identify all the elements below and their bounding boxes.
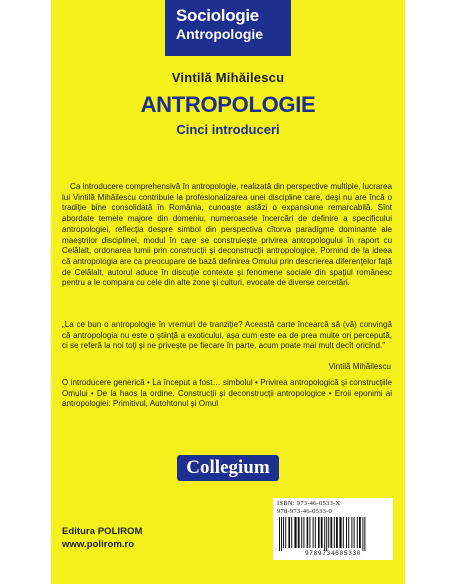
barcode-bar <box>326 517 327 551</box>
barcode-bar <box>343 517 344 548</box>
book-title: ANTROPOLOGIE <box>140 92 316 117</box>
barcode-bar <box>351 517 352 548</box>
barcode-bar <box>318 517 320 548</box>
quote-attribution: Vintilă Mihăilescu <box>328 362 391 371</box>
series-label-box <box>165 0 291 56</box>
barcode-icon <box>277 517 389 551</box>
barcode-bar <box>303 517 304 548</box>
barcode-bar <box>279 517 280 551</box>
barcode-bar <box>336 517 338 548</box>
barcode-bar <box>288 517 290 548</box>
collegium-logo: Collegium <box>177 455 279 481</box>
isbn-barcode-box <box>273 498 393 560</box>
series-line-2: Antropologie <box>176 26 264 42</box>
isbn-13: 978-973-46-0533-0 <box>277 508 333 515</box>
barcode-bar <box>298 517 300 548</box>
barcode-bar <box>294 517 296 548</box>
description-paragraph: Ca introducere comprehensivă în antropologie, realizată din perspective multiple, lucrarea lui Vintilă Mihăilescu contribuie la profesionalizarea unei discipline care, deşi nu are încă o tradiţie bine consolidată în România, cunoaşte astăzi o expansiune remarcabilă. Sînt abordate temele majore din domeniu, numeroasele încercări de definire a specificului antropologiei, reflecţia despre simbol din perspectiva cîtorva paradigme dominante ale maeştrilor disciplinei, modul în care se construieşte privirea antropologului în raport cu Celălalt, ordonarea lumii prin construcţii şi deconstrucţii antropologice. Pornind de la ideea că antropologia are ca preocupare de bază definirea Omului prin descrierea diferenţelor faţă de Celălalt, autorul aduce în discuţie contexte şi fenomene sociale din spaţiul românesc pentru a le compara cu cele din alte zone şi culturi, evocate de diverse cercetări. <box>62 182 392 288</box>
publisher-name: Editura POLIROM <box>62 526 143 537</box>
barcode-bar <box>281 517 282 551</box>
series-line-1: Sociologie <box>176 6 259 25</box>
book-subtitle: Cinci introduceri <box>176 122 280 137</box>
publisher-website: www.polirom.ro <box>62 539 135 550</box>
barcode-bar <box>285 517 286 548</box>
barcode-bar <box>283 517 284 548</box>
barcode-bar <box>324 517 325 551</box>
barcode-bar <box>359 517 361 548</box>
barcode-bar <box>309 517 310 548</box>
quote-paragraph: „La ce bun o antropologie în vremuri de tranziţie? Această carte încearcă să (vă) convingă că antropologia nu este o ştiinţă a exoticului, aşa cum este ea de prea multe ori percepută, ci se referă la noi toţi şi ne priveşte pe fiecare în parte, acum poate mai mult decît oricînd.” <box>62 320 392 351</box>
barcode-number: 9789734605330 <box>304 550 362 557</box>
barcode-bar <box>357 517 358 548</box>
barcode-bar <box>354 517 355 548</box>
barcode-bar <box>291 517 292 548</box>
barcode-bar <box>315 517 316 548</box>
isbn-10: ISBN: 973-46-0533-X <box>277 500 341 507</box>
barcode-bar <box>321 517 323 548</box>
author-name: Vintilă Mihăilescu <box>171 70 285 85</box>
barcode-bar <box>364 517 365 551</box>
barcode-bar <box>346 517 347 548</box>
barcode-bar <box>307 517 309 548</box>
table-of-contents: O introducere generică • La început a fost… simbolul • Privirea antropologică şi construcţiile Omului • De la haos la ordine. Construcţii şi deconstrucţii antropologice • Eroii eponimi ai antropologiei: Primitivul, Autohtonul şi Omul <box>62 378 392 409</box>
barcode-bar <box>313 517 314 548</box>
barcode-bar <box>301 517 302 548</box>
barcode-bar <box>334 517 335 548</box>
barcode-bar <box>330 517 332 548</box>
barcode-bar <box>328 517 329 548</box>
book-back-cover <box>51 0 405 584</box>
barcode-bar <box>348 517 349 548</box>
barcode-bar <box>339 517 341 548</box>
barcode-bar <box>362 517 363 551</box>
